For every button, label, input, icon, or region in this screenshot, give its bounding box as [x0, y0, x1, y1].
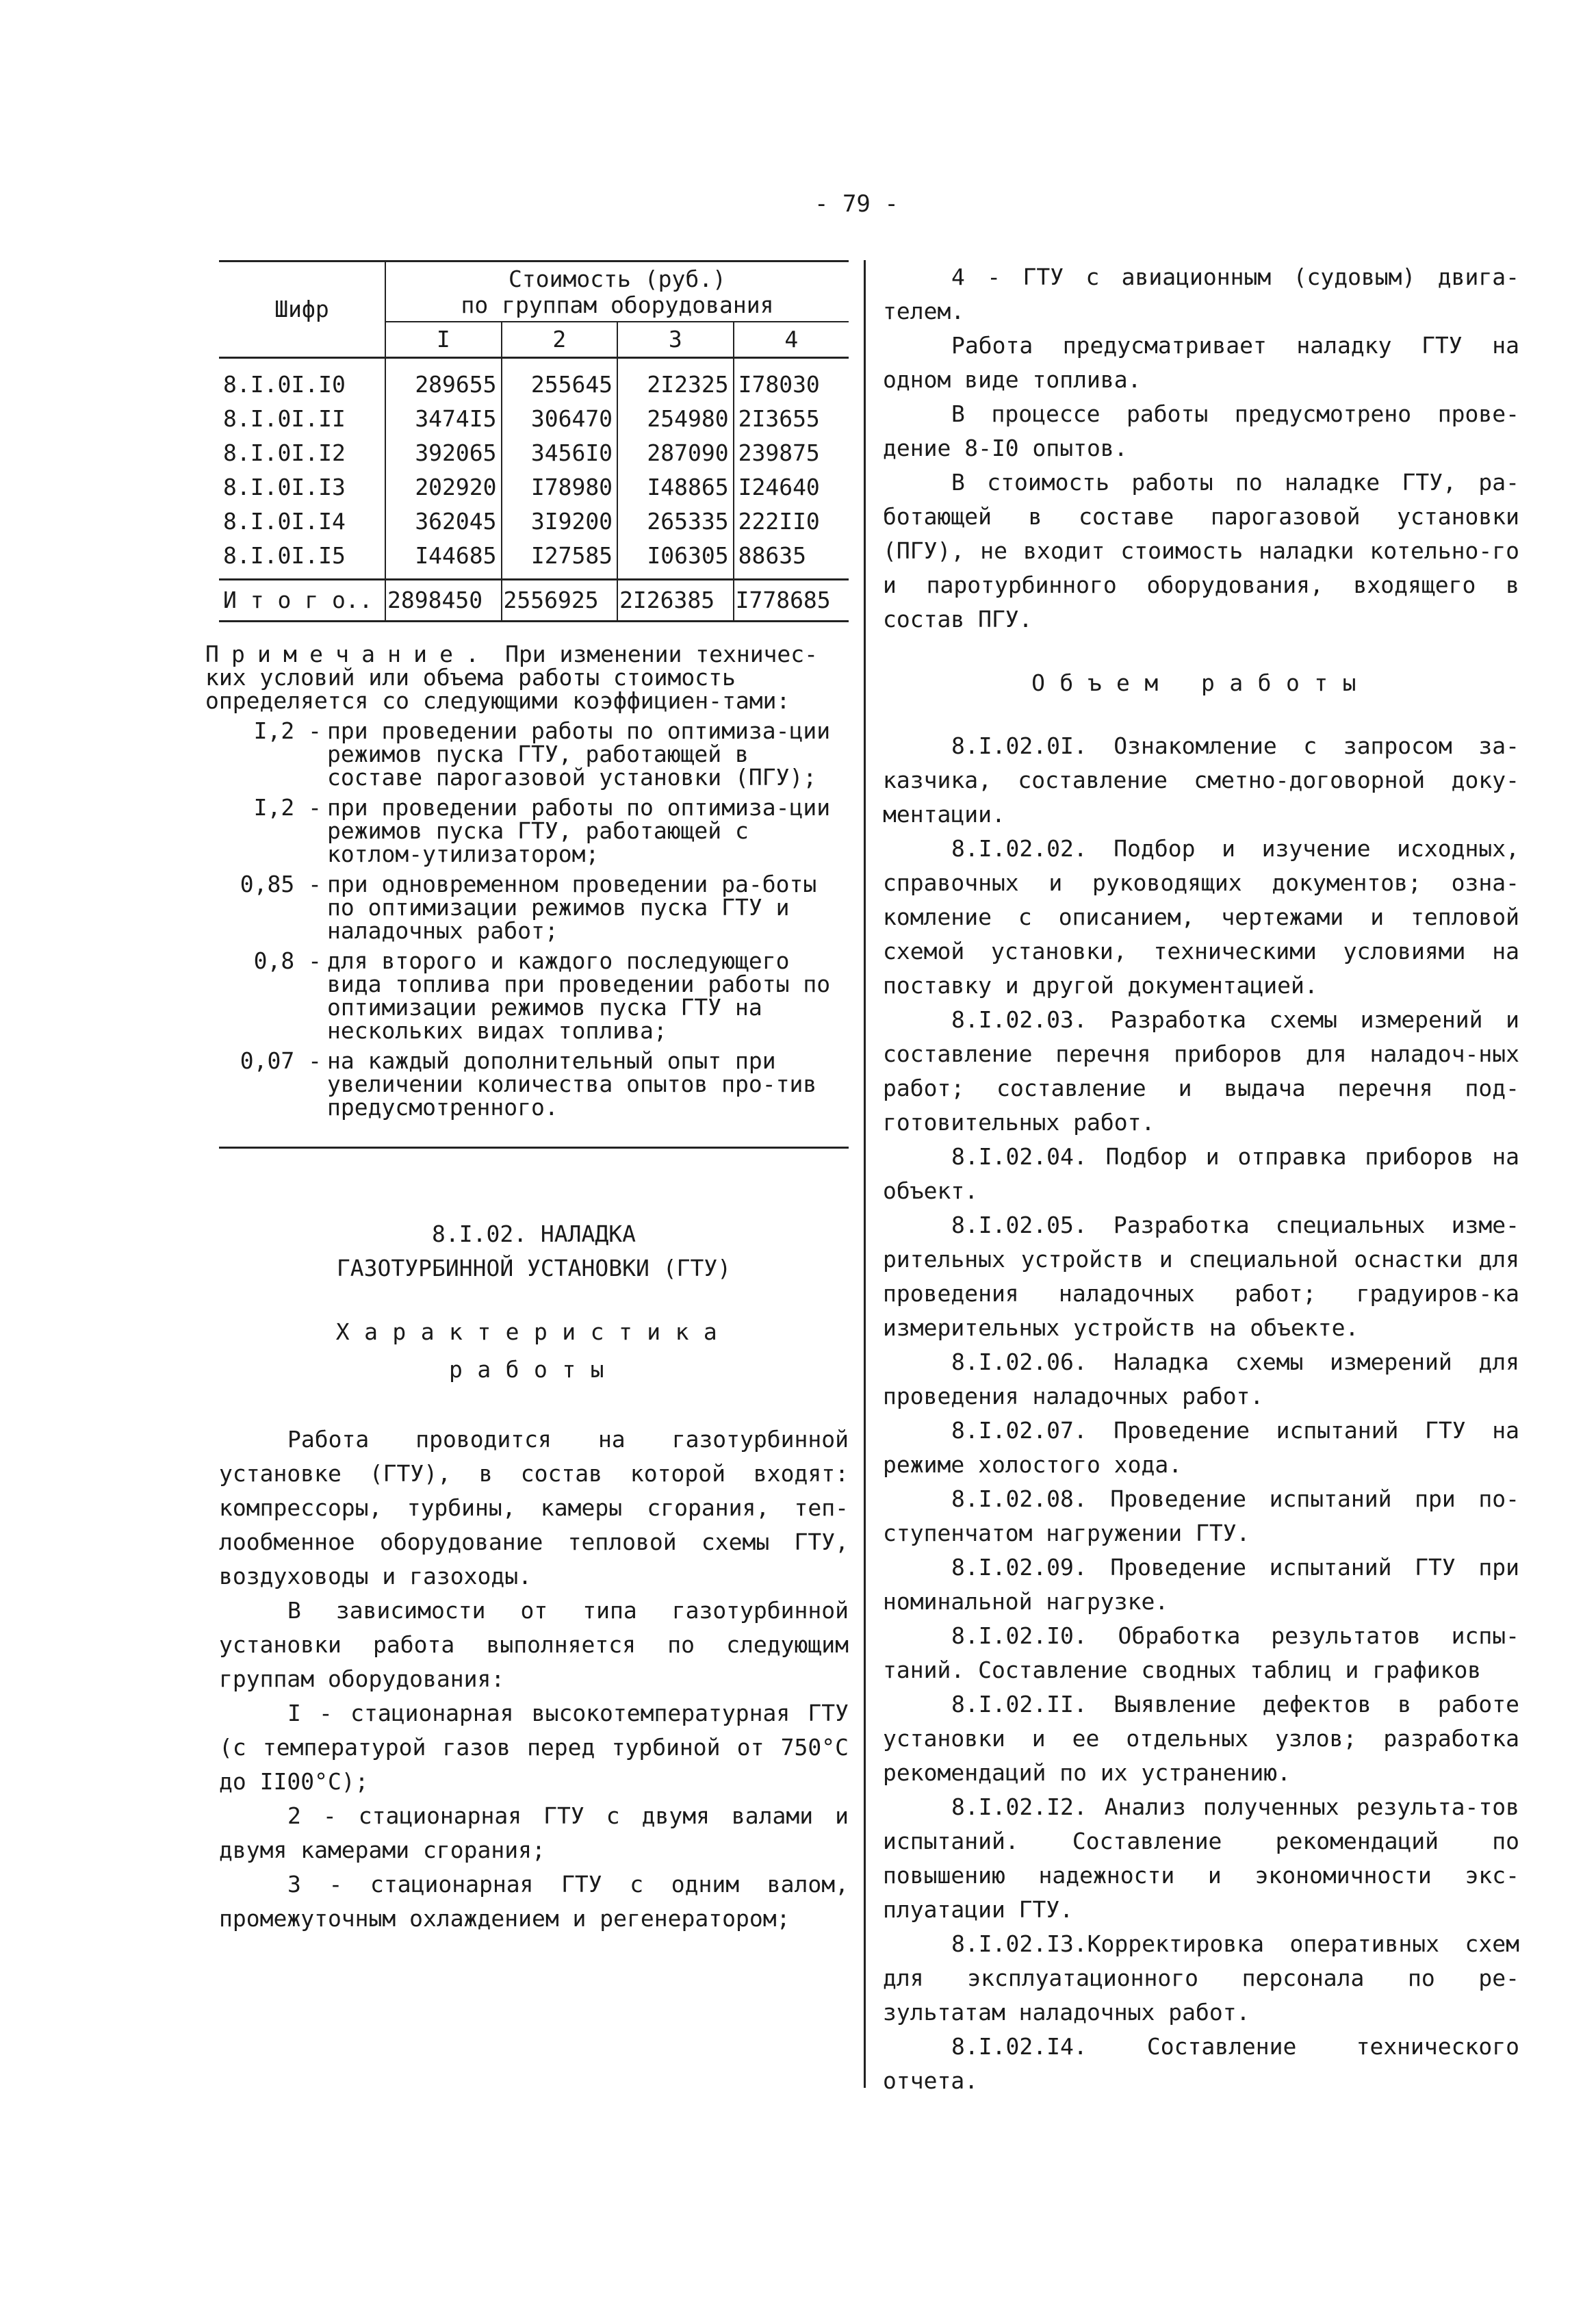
row-code: 8.I.0I.I4: [223, 507, 346, 535]
table-row: [219, 539, 849, 573]
group-item: 2 - стационарная ГТУ с двумя валами и двумя камерами сгорания;: [219, 1802, 849, 1863]
table-row: [219, 505, 849, 539]
cell-value: 3474I5: [385, 402, 502, 436]
cell-value: I78980: [502, 470, 618, 505]
coefficient-text: при одновременном проведении ра-боты по оптимизации режимов пуска ГТУ и наладочных работ;: [327, 871, 817, 944]
characteristics-text: [219, 1422, 849, 1936]
section-title: [219, 1217, 849, 1286]
group-item: 4 - ГТУ с авиационным (судовым) двига-телем.: [883, 264, 1519, 324]
cell-value: I24640: [734, 470, 849, 505]
cell-value: 222II0: [734, 505, 849, 539]
group-header: I: [385, 322, 502, 358]
cell-value: 289655: [385, 368, 502, 402]
cost-header: [385, 261, 849, 322]
section-code-title: 8.I.02. НАЛАДКА: [431, 1221, 636, 1247]
cell-value: I27585: [502, 539, 618, 573]
work-item: 8.I.02.I0. Обработка результатов испы-таний. Составление сводных таблиц и графиков: [883, 1622, 1519, 1683]
cell-value: I48865: [617, 470, 734, 505]
table-row: [219, 402, 849, 436]
cell-value: 2I2325: [617, 368, 734, 402]
group-item: 3 - стационарная ГТУ с одним валом, промежуточным охлаждением и регенератором;: [219, 1871, 849, 1932]
note-heading: [205, 643, 849, 713]
scope-heading: Объем работы: [1031, 669, 1371, 696]
coefficient-item: [219, 1049, 849, 1119]
paragraph: Работа проводится на газотурбинной установке (ГТУ), в состав которой входят: компрессоры, турбины, камеры сгорания, теп-лообменное оборудование тепловой схемы ГТУ, воздуховоды и газоходы.: [219, 1426, 849, 1589]
work-item: 8.I.02.05. Разработка специальных изме-рительных устройств и специальной оснастки для проведения наладочных работ; градуиров-ка измерительных устройств на объекте.: [883, 1212, 1519, 1341]
coefficient-item: [219, 949, 849, 1043]
table-row: [219, 470, 849, 505]
table-row: [219, 436, 849, 470]
column-divider: [864, 260, 866, 2088]
characteristics-heading: [219, 1313, 849, 1388]
cost-header-line2: по группам оборудования: [461, 292, 774, 318]
total-value: 2I26385: [617, 580, 734, 622]
characteristics-heading-line1: Характеристика: [335, 1318, 732, 1345]
paragraph: В стоимость работы по наладке ГТУ, ра-ботающей в составе парогазовой установки (ПГУ), не входит стоимость наладки котельно-го и паротурбинного оборудования, входящего в состав ПГУ.: [883, 469, 1519, 633]
note-label: Примечание.: [205, 641, 492, 667]
cell-value: 254980: [617, 402, 734, 436]
coefficient-value: I,2 -: [253, 794, 322, 821]
coefficient-text: при проведении работы по оптимиза-ции режимов пуска ГТУ, работающей с котлом-утилизатором;: [327, 794, 831, 867]
cell-value: 287090: [617, 436, 734, 470]
work-item: 8.I.02.03. Разработка схемы измерений и составление перечня приборов для наладоч-ных работ; составление и выдача перечня под-готовительных работ.: [883, 1006, 1519, 1136]
cell-value: 239875: [734, 436, 849, 470]
row-code: 8.I.0I.I2: [223, 439, 346, 466]
characteristics-heading-line2: работы: [449, 1356, 619, 1383]
cell-value: 265335: [617, 505, 734, 539]
work-item: 8.I.02.04. Подбор и отправка приборов на объект.: [883, 1143, 1519, 1204]
paragraph: В процессе работы предусмотрено прове-дение 8-I0 опытов.: [883, 400, 1519, 461]
cell-value: 3456I0: [502, 436, 618, 470]
coefficient-item: [219, 719, 849, 789]
total-value: 2556925: [502, 580, 618, 622]
coefficient-text: на каждый дополнительный опыт при увеличении количества опытов про-тив предусмотренного.: [327, 1047, 817, 1121]
work-item: 8.I.02.07. Проведение испытаний ГТУ на режиме холостого хода.: [883, 1417, 1519, 1478]
group-header: 4: [734, 322, 849, 358]
row-code: 8.I.0I.II: [223, 405, 346, 432]
cell-value: I44685: [385, 539, 502, 573]
work-item: 8.I.02.I3.Корректировка оперативных схем для эксплуатационного персонала по ре-зультатам наладочных работ.: [883, 1930, 1519, 2026]
cost-table: [219, 260, 849, 622]
cell-value: I78030: [734, 368, 849, 402]
row-code: 8.I.0I.I3: [223, 473, 346, 500]
work-item: 8.I.02.I4. Составление технического отчета.: [883, 2033, 1519, 2094]
work-item: 8.I.02.II. Выявление дефектов в работе установки и ее отдельных узлов; разработка рекомендаций по их устранению.: [883, 1691, 1519, 1786]
code-header: Шифр: [219, 261, 385, 358]
left-column: [205, 260, 849, 1936]
coefficient-text: для второго и каждого последующего вида топлива при проведении работы по оптимизации режимов пуска ГТУ на нескольких видах топлива;: [327, 947, 831, 1044]
cell-value: I06305: [617, 539, 734, 573]
row-code: 8.I.0I.I0: [223, 370, 346, 398]
coefficient-item: [219, 796, 849, 866]
coefficient-value: 0,85 -: [240, 871, 322, 897]
coefficient-value: I,2 -: [253, 717, 322, 744]
total-label: И т о г о..: [219, 580, 385, 622]
work-item: 8.I.02.08. Проведение испытаний при по-ступенчатом нагружении ГТУ.: [883, 1485, 1519, 1546]
note-block: [205, 641, 849, 1121]
section-divider: [219, 1147, 849, 1149]
work-item: 8.I.02.0I. Ознакомление с запросом за-казчика, составление сметно-договорной доку-ментации.: [883, 732, 1519, 828]
cell-value: 3I9200: [502, 505, 618, 539]
group-header: 3: [617, 322, 734, 358]
work-item: 8.I.02.02. Подбор и изучение исходных, справочных и руководящих документов; озна-комление с описанием, чертежами и тепловой схемой установки, техническими условиями на поставку и другой документацией.: [883, 835, 1519, 999]
paragraph: Работа предусматривает наладку ГТУ на одном виде топлива.: [883, 332, 1519, 393]
work-item: 8.I.02.I2. Анализ полученных результа-тов испытаний. Составление рекомендаций по повышению надежности и экономичности экс-плуатации ГТУ.: [883, 1793, 1519, 1923]
right-column: [883, 260, 1519, 2098]
work-item: 8.I.02.06. Наладка схемы измерений для проведения наладочных работ.: [883, 1349, 1519, 1409]
row-code: 8.I.0I.I5: [223, 541, 346, 569]
cell-value: 2I3655: [734, 402, 849, 436]
cell-value: 362045: [385, 505, 502, 539]
work-item: 8.I.02.09. Проведение испытаний ГТУ при номинальной нагрузке.: [883, 1554, 1519, 1615]
cell-value: 202920: [385, 470, 502, 505]
group-item: I - стационарная высокотемпературная ГТУ (с температурой газов перед турбиной от 750°С до II00°С);: [219, 1700, 849, 1795]
cell-value: 88635: [734, 539, 849, 573]
total-value: 2898450: [385, 580, 502, 622]
section-subtitle: ГАЗОТУРБИННОЙ УСТАНОВКИ (ГТУ): [336, 1255, 732, 1281]
cell-value: 392065: [385, 436, 502, 470]
coefficient-item: [219, 873, 849, 943]
coefficient-text: при проведении работы по оптимиза-ции режимов пуска ГТУ, работающей в составе парогазовой установки (ПГУ);: [327, 717, 831, 791]
cost-header-line1: Стоимость (руб.): [509, 266, 726, 292]
cell-value: 255645: [502, 368, 618, 402]
group-header: 2: [502, 322, 618, 358]
table-row: [219, 368, 849, 402]
coefficient-value: 0,8 -: [253, 947, 322, 974]
total-row: [219, 580, 849, 622]
coefficient-value: 0,07 -: [240, 1047, 322, 1074]
cell-value: 306470: [502, 402, 618, 436]
total-value: I778685: [734, 580, 849, 622]
paragraph: В зависимости от типа газотурбинной установки работа выполняется по следующим группам оборудования:: [219, 1597, 849, 1692]
page-number: - 79 -: [814, 190, 899, 218]
note-intro: При изменении техничес-ких условий или объема работы стоимость определяется со следующими коэффициен-тами:: [205, 641, 819, 714]
